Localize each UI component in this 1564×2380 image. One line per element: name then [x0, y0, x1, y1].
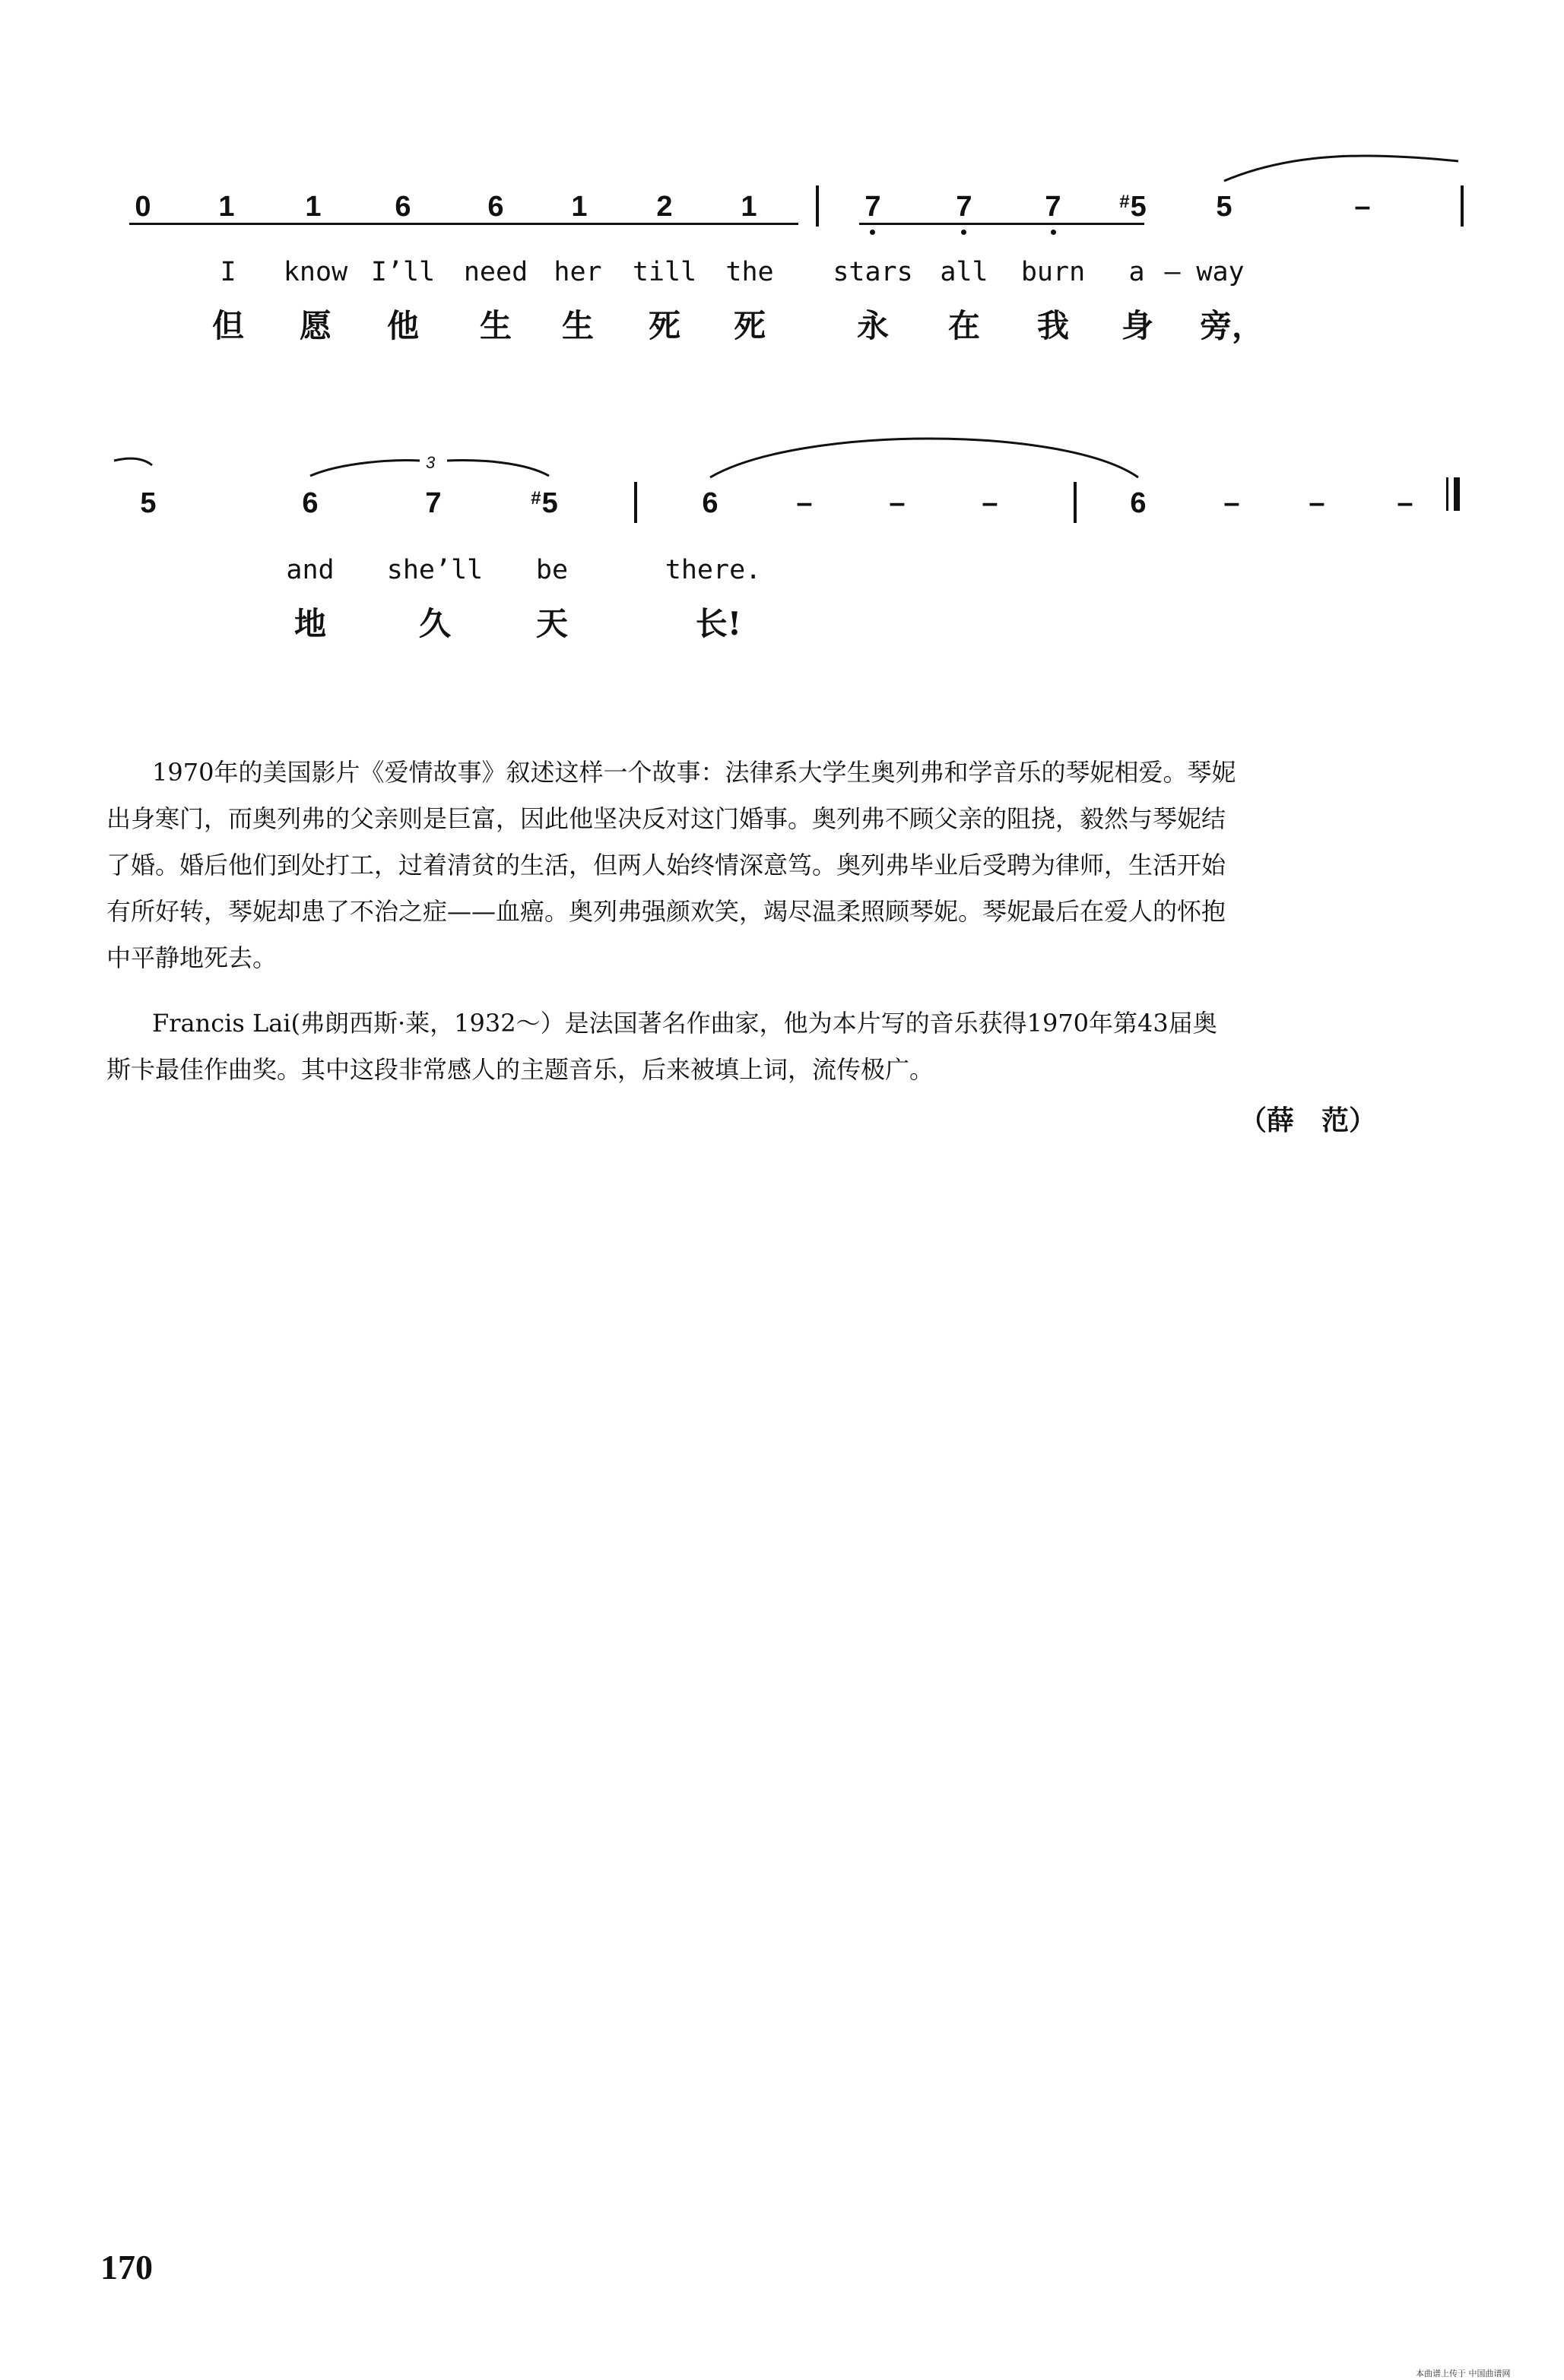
lyric-word: till — [632, 257, 697, 287]
lyric-word: the — [725, 257, 774, 287]
tie-arc-2 — [114, 458, 152, 465]
note: 1 — [218, 191, 235, 223]
text-line: 了婚。婚后他们到处打工，过着清贫的生活，但两人始终情深意笃。奥列弗毕业后受聘为律师，生活开始 — [106, 851, 1226, 879]
lyric-char: 生 — [561, 307, 595, 344]
lyric-char: 长! — [695, 605, 742, 642]
note: 6 — [702, 487, 719, 519]
lyric-word: and — [286, 555, 335, 585]
lyric-char: 死 — [733, 307, 766, 344]
tie-arc-1 — [1224, 156, 1458, 181]
lyric-word: burn — [1020, 257, 1086, 287]
dash: – — [1309, 487, 1325, 519]
lyric-word: stars — [833, 257, 913, 287]
triplet-arc-right — [447, 461, 549, 476]
text-line: 中平静地死去。 — [106, 943, 278, 972]
sharp-sign: # — [1119, 192, 1130, 212]
lyric-char: 他 — [386, 307, 420, 344]
text-line: 斯卡最佳作曲奖。其中这段非常感人的主题音乐，后来被填上词，流传极广。 — [106, 1055, 934, 1084]
lyric-char: 地 — [293, 605, 327, 642]
lyric-char: 天 — [535, 605, 569, 642]
dash: – — [796, 487, 813, 519]
dash: – — [889, 487, 906, 519]
note: 1 — [571, 191, 588, 223]
dash: – — [1397, 487, 1413, 519]
lyric-word: way — [1196, 257, 1245, 287]
lyric-word: need — [463, 257, 528, 287]
note: 2 — [656, 191, 673, 223]
lyric-char: 久 — [418, 605, 452, 642]
triplet-arc-left — [310, 461, 420, 476]
text-line: Francis Lai(弗朗西斯·莱，1932～）是法国著名作曲家，他为本片写的音乐获得1970年第43届奥 — [152, 1009, 1217, 1038]
text-line: 出身寒门，而奥列弗的父亲则是巨富，因此他坚决反对这门婚事。奥列弗不顾父亲的阻挠，毅然与琴妮结 — [106, 804, 1226, 833]
note: 6 — [487, 191, 504, 223]
note: 5 — [1216, 191, 1232, 223]
lyric-hyphen: – — [1164, 257, 1181, 287]
paragraph-story-cont — [106, 796, 1448, 981]
lyric-word: know — [283, 257, 348, 287]
lyric-word: I — [220, 257, 236, 287]
lyric-char: 我 — [1036, 307, 1070, 344]
triplet-mark: 3 — [426, 453, 436, 472]
note: 5 — [1130, 191, 1147, 223]
lyric-char: 死 — [648, 307, 681, 344]
tie-arc-3 — [710, 439, 1138, 477]
footer-watermark: 本曲谱上传于 中国曲谱网 — [1416, 2369, 1511, 2378]
paragraph-composer-cont — [106, 1047, 1448, 1093]
lyric-word: her — [554, 257, 602, 287]
note: 7 — [864, 191, 881, 223]
note: 5 — [541, 487, 558, 519]
text-line: 有所好转，琴妮却患了不治之症——血癌。奥列弗强颜欢笑，竭尽温柔照顾琴妮。琴妮最后在爱人的怀抱 — [106, 897, 1226, 926]
lyric-char: 身 — [1121, 307, 1154, 344]
text-line: 1970年的美国影片《爱情故事》叙述这样一个故事：法律系大学生奥列弗和学音乐的琴妮相爱。琴妮 — [152, 758, 1236, 787]
sharp-sign: # — [531, 488, 541, 509]
note: 6 — [302, 487, 319, 519]
lyric-word: there. — [665, 555, 762, 585]
lyric-word: I’ll — [370, 257, 436, 287]
lyric-char: 旁， — [1199, 307, 1264, 344]
lyric-word: be — [535, 555, 569, 585]
note: 7 — [956, 191, 972, 223]
paragraph-story — [152, 749, 1448, 796]
author-credit: （薛 范） — [1239, 1104, 1377, 1136]
lyric-char: 在 — [947, 307, 981, 344]
lyric-char: 生 — [479, 307, 512, 344]
note: 7 — [1045, 191, 1061, 223]
note: 0 — [135, 191, 151, 223]
lyric-word: she’ll — [386, 555, 484, 585]
lyric-char: 但 — [211, 307, 245, 344]
note: 7 — [425, 487, 442, 519]
dash: – — [982, 487, 998, 519]
dash: – — [1223, 487, 1240, 519]
note: 6 — [395, 191, 411, 223]
dash: – — [1354, 191, 1371, 223]
paragraph-composer — [152, 1000, 1448, 1047]
note: 5 — [140, 487, 157, 519]
note: 1 — [305, 191, 322, 223]
note: 6 — [1130, 487, 1147, 519]
note: 1 — [741, 191, 757, 223]
lyric-char: 永 — [856, 307, 890, 344]
slur-layer — [0, 0, 1564, 684]
lyric-char: 愿 — [299, 307, 332, 344]
lyric-word: a — [1128, 257, 1145, 287]
lyric-word: all — [940, 257, 988, 287]
page-number: 170 — [100, 2248, 153, 2287]
